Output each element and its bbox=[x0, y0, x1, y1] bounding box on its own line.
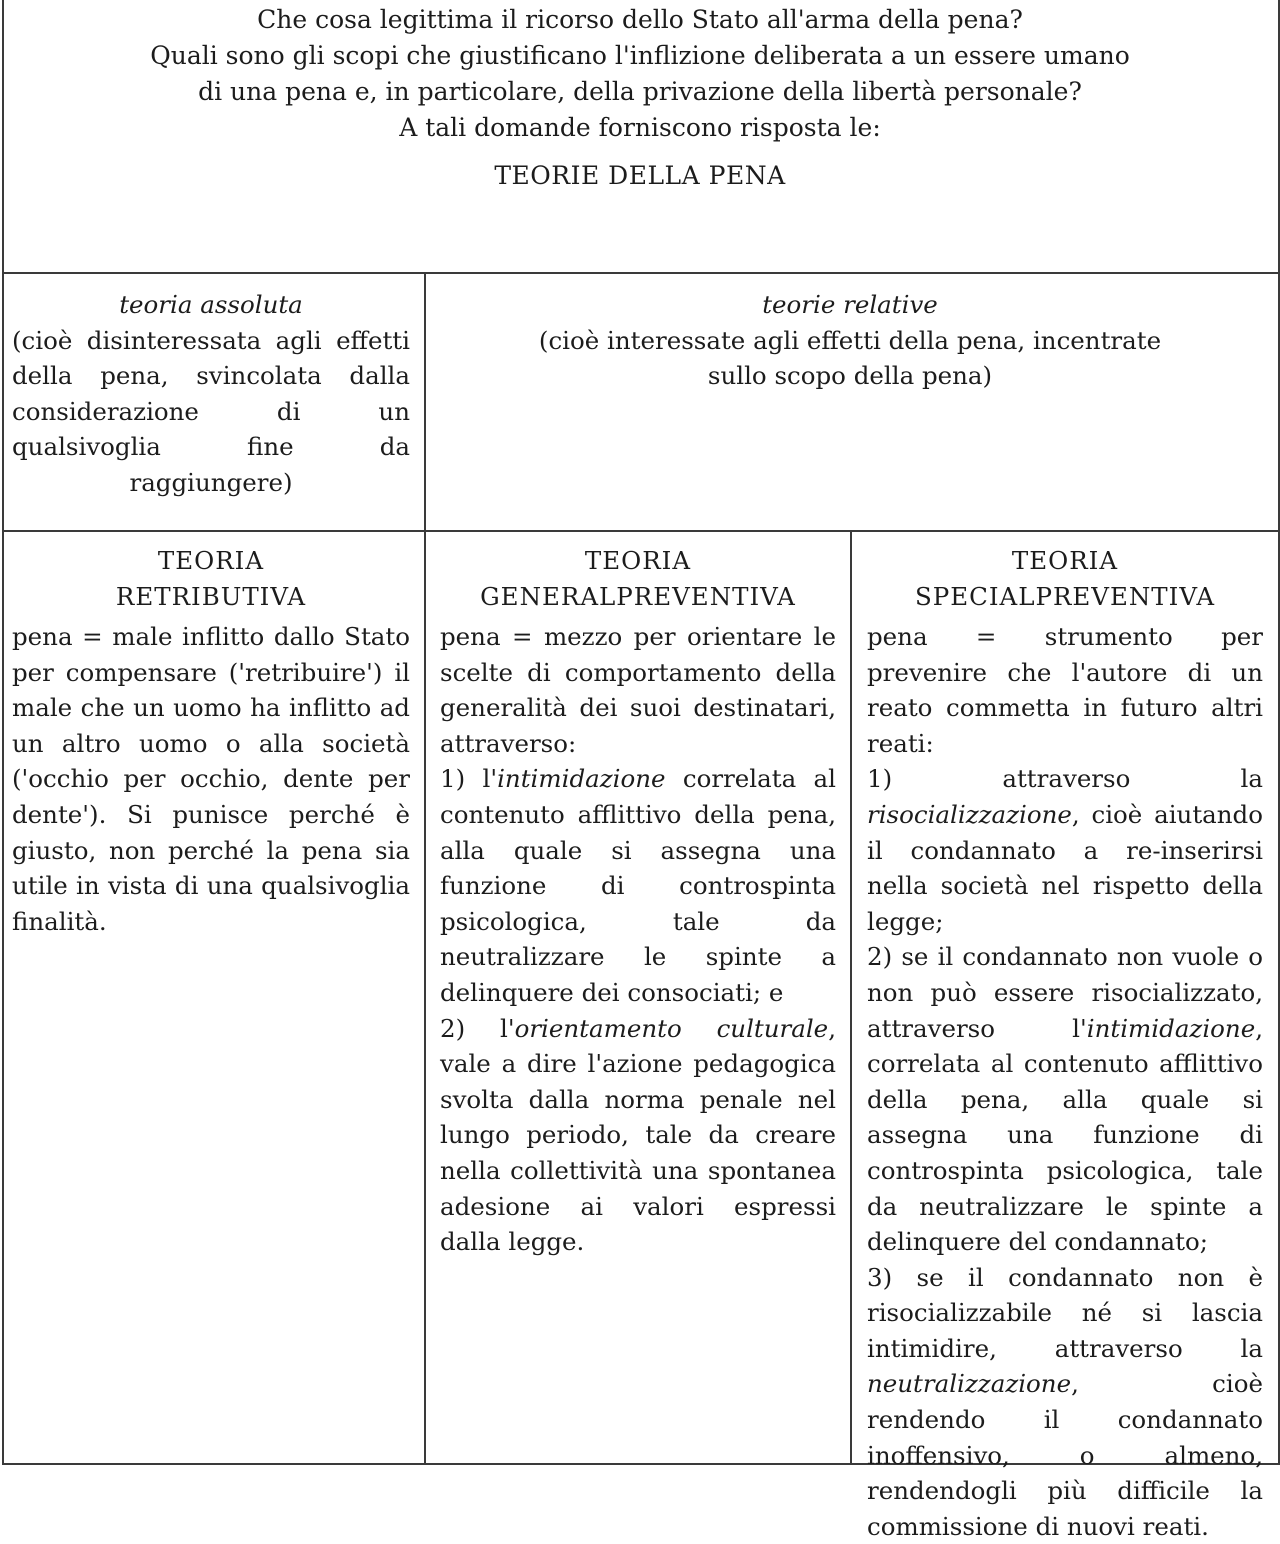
item-emphasis: neutralizzazione bbox=[867, 1369, 1072, 1399]
item-text: 1) l' bbox=[440, 764, 498, 794]
theory-item bbox=[440, 761, 836, 1010]
item-text: , cioè aiutando il condannato a re-inserirsi nella società nel rispetto della legge; bbox=[867, 799, 1263, 936]
item-emphasis: intimidazione bbox=[497, 764, 666, 794]
theory-intro: pena = mezzo per orientare le scelte di comportamento della generalità dei suoi destinatari, attraverso: bbox=[440, 622, 836, 758]
theory-item bbox=[867, 761, 1263, 939]
item-emphasis: intimidazione bbox=[1086, 1013, 1256, 1043]
question-line: Che cosa legittima il ricorso dello Stato all'arma della pena? bbox=[257, 5, 1023, 34]
theory-text bbox=[440, 619, 836, 1260]
theory-item bbox=[867, 1260, 1263, 1544]
page-title: TEORIE DELLA PENA bbox=[494, 161, 786, 190]
category-description: (cioè interessate agli effetti della pena, incentrate sullo scopo della pena) bbox=[538, 325, 1162, 391]
item-text: 3) se il condannato non è risocializzabile né si lascia intimidire, attraverso la bbox=[867, 1262, 1263, 1363]
theory-retributive bbox=[12, 543, 410, 939]
question-line: di una pena e, in particolare, della privazione della libertà personale? bbox=[198, 77, 1082, 106]
category-title: teoria assoluta bbox=[119, 290, 303, 319]
item-text: , vale a dire l'azione pedagogica svolta dalla norma penale nel lungo periodo, tale da creare nella collettività una spontanea adesione ai valori espressi dalla legge. bbox=[440, 1013, 836, 1257]
item-text: 2) l' bbox=[440, 1013, 515, 1043]
category-relative bbox=[520, 287, 1180, 394]
theory-title: TEORIA bbox=[584, 546, 692, 575]
theory-item bbox=[867, 939, 1263, 1259]
theory-title: SPECIALPREVENTIVA bbox=[914, 582, 1216, 611]
category-absolute bbox=[12, 287, 410, 501]
header-section bbox=[0, 0, 1280, 274]
category-title: teorie relative bbox=[762, 290, 938, 319]
theory-generalpreventive bbox=[440, 543, 836, 1260]
theory-title: RETRIBUTIVA bbox=[115, 582, 307, 611]
divider-col1 bbox=[424, 272, 426, 1463]
question-line: A tali domande forniscono risposta le: bbox=[399, 113, 881, 142]
theory-text bbox=[867, 619, 1263, 1544]
divider-categories bbox=[2, 530, 1278, 532]
divider-col2 bbox=[850, 530, 852, 1463]
item-emphasis: risocializzazione bbox=[867, 799, 1072, 829]
theory-intro: pena = strumento per prevenire che l'autore di un reato commetta in futuro altri reati: bbox=[867, 622, 1263, 758]
theory-title: GENERALPREVENTIVA bbox=[480, 582, 796, 611]
theory-title: TEORIA bbox=[1011, 546, 1119, 575]
theory-text: pena = male inflitto dallo Stato per compensare ('retribuire') il male che un uomo ha inflitto ad un altro uomo o alla società ('occhio per occhio, dente per dente'). Si punisce perché è giusto, non perché la pena sia utile in vista di una qualsivoglia finalità. bbox=[12, 622, 410, 936]
theory-title: TEORIA bbox=[157, 546, 265, 575]
item-text: 2) se il condannato non vuole o non può essere risocializzato, attraverso l' bbox=[867, 942, 1263, 1043]
category-description: (cioè disinteressata agli effetti della pena, svincolata dalla considerazione di un qualsivoglia fine da raggiungere) bbox=[12, 325, 410, 497]
item-text: , correlata al contenuto afflittivo della pena, alla quale si assegna una funzione di controspinta psicologica, tale da neutralizzare le spinte a delinquere del condannato; bbox=[867, 1013, 1263, 1257]
theory-specialpreventive bbox=[867, 543, 1263, 1544]
item-text: , cioè rendendo il condannato inoffensivo, o almeno, rendendogli più difficile la commissione di nuovi reati. bbox=[867, 1369, 1263, 1541]
item-text: 1) attraverso la bbox=[867, 764, 1263, 794]
theory-item bbox=[440, 1011, 836, 1260]
item-text: correlata al contenuto afflittivo della pena, alla quale si assegna una funzione di controspinta psicologica, tale da neutralizzare le spinte a delinquere dei consociati; e bbox=[440, 764, 836, 1007]
question-line: Quali sono gli scopi che giustificano l'inflizione deliberata a un essere umano bbox=[150, 41, 1130, 70]
item-emphasis: orientamento culturale bbox=[514, 1013, 829, 1043]
